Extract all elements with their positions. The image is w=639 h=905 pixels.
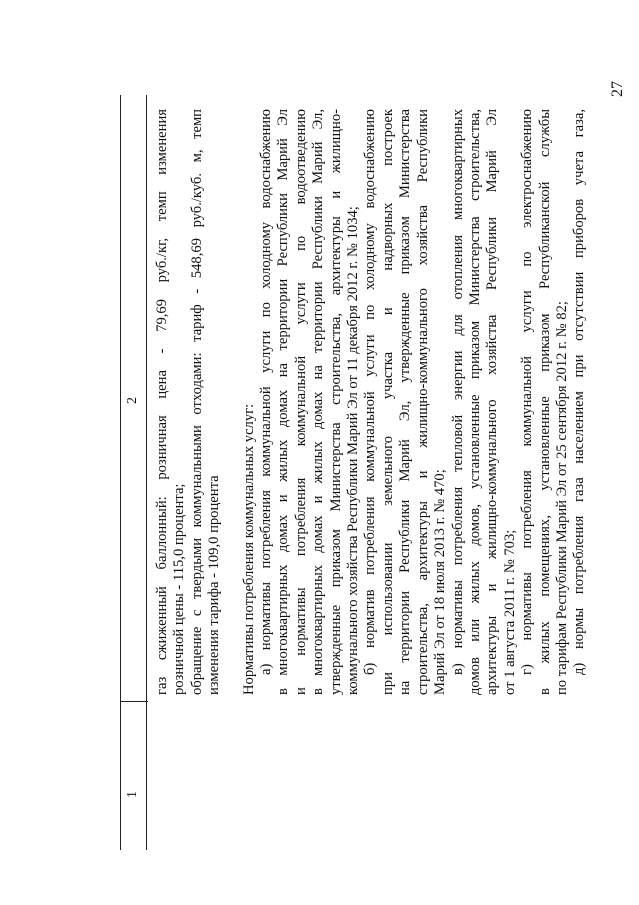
text-line: обращение с твердыми коммунальными отходами: тариф - 548,69 руб./куб. м, темп [188, 109, 205, 695]
column-1-number: 1 [125, 791, 140, 798]
rotated-content [120, 95, 590, 850]
text-line: в жилых помещениях, установленные приказом Республиканской службы [536, 109, 553, 695]
text-line: д) нормы потребления газа населением при отсутствии приборов учета газа, [571, 109, 588, 675]
text-line: от 1 августа 2011 г. № 703; [501, 529, 518, 695]
text-line: в многоквартирных домах и жилых домах на территории Республики Марий Эл, [310, 109, 327, 695]
text-line: а) нормативы потребления коммунальной услуги по холодному водоснабжению [258, 109, 275, 675]
table-top-border [120, 95, 121, 850]
text-line: Марий Эл от 18 июля 2013 г. № 470; [432, 469, 449, 695]
text-line: г) нормативы потребления коммунальной услуги по электроснабжению [519, 109, 536, 675]
table-header-border [146, 95, 147, 850]
text-line: архитектуры и жилищно-коммунального хозяйства Республики Марий Эл [484, 109, 501, 695]
text-line: б) норматив потребления коммунальной услуги по холодному водоснабжению [362, 109, 379, 675]
text-line: по тарифам Республики Марий Эл от 25 сентября 2012 г. № 82; [553, 301, 570, 695]
paragraph-gap [224, 109, 241, 695]
section-heading: Нормативы потребления коммунальных услуг: [240, 403, 257, 695]
text-line: при использовании земельного участка и надворных построек [379, 109, 396, 695]
text-line: газ сжиженный баллонный: розничная цена - 79,69 руб./кг, темп изменения [154, 109, 170, 695]
text-line: и нормативы потребления коммунальной услуги по водоотведению [292, 109, 309, 695]
text-line: утвержденные приказом Министерства строительства, архитектуры и жилищно- [327, 109, 344, 695]
column-2-number: 2 [125, 397, 140, 404]
text-line: в многоквартирных домах и жилых домах на территории Республики Марий Эл [275, 109, 292, 695]
text-line: в) нормативы потребления тепловой энергии для отопления многоквартирных [449, 109, 466, 675]
page-number: 27 [609, 81, 626, 97]
text-line: изменения тарифа - 109,0 процента [206, 475, 223, 695]
text-line: на территории Республики Марий Эл, утвержденные приказом Министерства [397, 109, 414, 695]
text-line: домов или жилых домов, установленные приказом Министерства строительства, [466, 109, 483, 695]
table-cell-content [154, 109, 589, 695]
text-line: розничной цены - 115,0 процента; [171, 483, 188, 695]
text-line: строительства, архитектуры и жилищно-коммунального хозяйства Республики [414, 109, 431, 695]
table-column-divider [120, 701, 148, 702]
text-line: коммунального хозяйства Республики Марий Эл от 11 декабря 2012 г. № 1034; [345, 206, 362, 695]
